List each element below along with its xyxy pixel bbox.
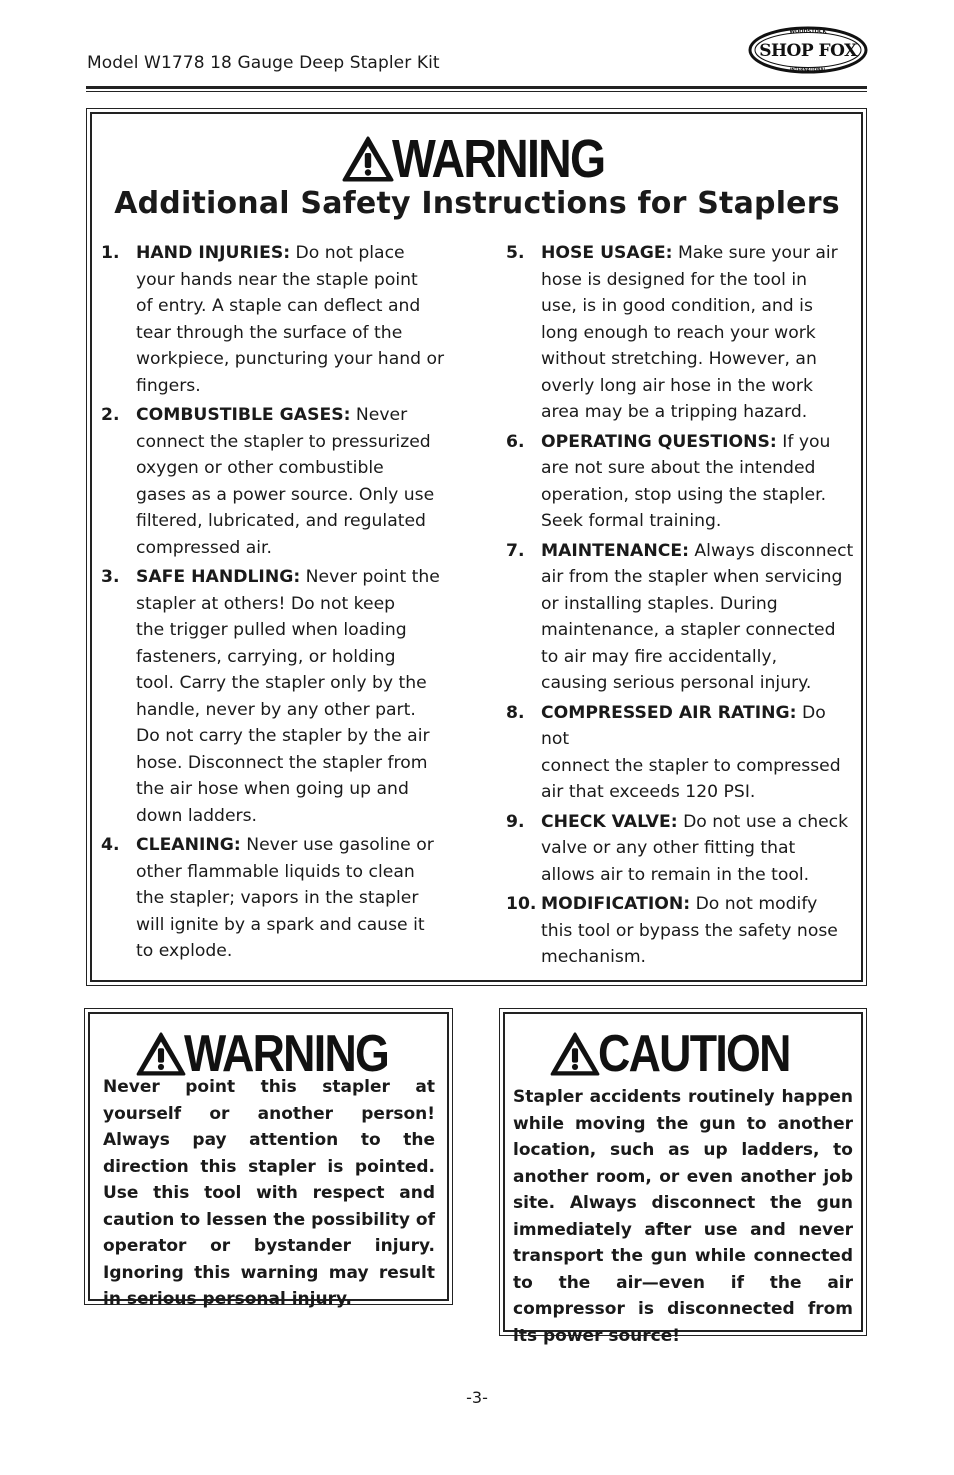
- instruction-line: [541, 944, 858, 971]
- instruction-line: [136, 267, 461, 294]
- page-number: -3-: [466, 1388, 488, 1407]
- caution-box-text: Stapler accidents routinely happen while moving the gun to another location, such as up ladders, to another room, or even another job site. Always disconnect the gun immediately after use and never transport the gun while connected to the air—even if the air compressor is disconnected from its power source!: [513, 1087, 853, 1346]
- instruction-item: [101, 240, 461, 399]
- instruction-line: [136, 373, 461, 400]
- instruction-text: of entry. A staple can deflect and: [136, 296, 421, 316]
- caution-box-heading: [550, 1024, 821, 1084]
- instruction-line: [136, 750, 461, 777]
- instruction-item: [506, 700, 858, 806]
- page-title: Additional Safety Instructions for Staplers: [114, 186, 840, 221]
- instruction-line: [136, 859, 461, 886]
- instruction-label: COMBUSTIBLE GASES:: [136, 405, 351, 425]
- instruction-number: 7.: [506, 540, 525, 561]
- svg-text:WOODSTOCK: WOODSTOCK: [789, 29, 827, 35]
- warning-box-word: WARNING: [184, 1025, 389, 1083]
- instruction-number: 1.: [101, 243, 120, 263]
- instruction-item: [101, 402, 461, 561]
- instruction-line: [541, 591, 858, 618]
- instruction-item: [506, 538, 858, 697]
- instruction-line: [541, 267, 858, 294]
- instruction-line: [541, 508, 858, 535]
- instruction-label: SAFE HANDLING:: [136, 567, 301, 587]
- instruction-item: [506, 429, 858, 535]
- instruction-line: [136, 508, 461, 535]
- instruction-line: [541, 564, 858, 591]
- instruction-line: [541, 346, 858, 373]
- instruction-text: allows air to remain in the tool.: [541, 864, 810, 885]
- instruction-line: [541, 835, 858, 862]
- instruction-text: Always disconnect: [694, 540, 854, 561]
- instruction-label: OPERATING QUESTIONS:: [541, 431, 777, 452]
- instruction-text: Do not modify: [695, 894, 818, 914]
- instruction-text: area may be a tripping hazard.: [541, 402, 808, 422]
- instruction-text: without stretching. However, an: [541, 349, 817, 369]
- instruction-line: [541, 700, 858, 753]
- warning-triangle-icon: [136, 1032, 186, 1076]
- instruction-number: 3.: [101, 567, 120, 587]
- instruction-label: HAND INJURIES:: [136, 243, 291, 263]
- instruction-text: air that exceeds 120 PSI.: [541, 782, 756, 802]
- instruction-text: stapler at others! Do not keep: [136, 593, 396, 614]
- instruction-text: filtered, lubricated, and regulated: [136, 511, 426, 531]
- instruction-text: will ignite by a spark and cause it: [136, 914, 425, 935]
- instruction-line: [136, 832, 461, 859]
- page-header-title: Model W1778 18 Gauge Deep Stapler Kit: [87, 53, 440, 73]
- instruction-number: 10.: [506, 894, 537, 914]
- instruction-text: handle, never by any other part.: [136, 699, 416, 720]
- instruction-text: gases as a power source. Only use: [136, 484, 435, 505]
- instruction-text: to air may fire accidentally,: [541, 646, 778, 667]
- instruction-line: [136, 402, 461, 429]
- svg-text:SHOP FOX: SHOP FOX: [759, 41, 857, 61]
- instruction-text: long enough to reach your work: [541, 322, 816, 343]
- instruction-text: Do not carry the stapler by the air: [136, 726, 430, 746]
- instruction-line: [541, 670, 858, 697]
- instruction-label: CHECK VALVE:: [541, 811, 678, 832]
- header-rule-thick: [86, 86, 867, 89]
- svg-text:INTERNATIONAL: INTERNATIONAL: [789, 67, 827, 72]
- instruction-line: [136, 938, 461, 965]
- instruction-text: operation, stop using the stapler.: [541, 484, 827, 505]
- instruction-text: Never point the: [305, 567, 440, 587]
- instruction-text: If you: [782, 431, 831, 452]
- instruction-line: [541, 429, 858, 456]
- instruction-line: [136, 912, 461, 939]
- instruction-text: hose is designed for the tool in: [541, 269, 808, 290]
- instruction-text: fingers.: [136, 375, 201, 396]
- instruction-item: [506, 891, 858, 971]
- main-warning-heading: [342, 128, 639, 190]
- instruction-label: COMPRESSED AIR RATING:: [541, 702, 797, 723]
- instruction-item: [506, 240, 858, 426]
- instruction-text: oxygen or other combustible: [136, 458, 384, 478]
- instruction-line: [541, 918, 858, 945]
- instruction-text: or installing staples. During: [541, 593, 778, 614]
- instruction-line: [541, 617, 858, 644]
- instruction-line: [136, 429, 461, 456]
- instruction-text: Do not use a check: [683, 811, 849, 832]
- instruction-text: tear through the surface of the: [136, 322, 403, 343]
- instruction-line: [541, 644, 858, 671]
- instruction-text: the stapler; vapors in the stapler: [136, 888, 419, 908]
- instruction-line: [541, 455, 858, 482]
- instruction-line: [541, 862, 858, 889]
- instruction-label: HOSE USAGE:: [541, 243, 673, 263]
- instruction-line: [541, 373, 858, 400]
- instruction-line: [136, 564, 461, 591]
- instruction-line: [541, 753, 858, 780]
- instruction-line: [136, 482, 461, 509]
- instruction-text: connect the stapler to compressed: [541, 755, 841, 776]
- instruction-text: Seek formal training.: [541, 511, 722, 531]
- instruction-line: [541, 320, 858, 347]
- instruction-line: [541, 240, 858, 267]
- main-warning-word: WARNING: [392, 129, 605, 189]
- instruction-text: other flammable liquids to clean: [136, 861, 415, 882]
- instruction-text: are not sure about the intended: [541, 458, 816, 478]
- instruction-line: [541, 538, 858, 565]
- instruction-text: this tool or bypass the safety nose: [541, 920, 838, 941]
- instruction-text: fasteners, carrying, or holding: [136, 646, 396, 667]
- instruction-text: Never use gasoline or: [246, 835, 434, 855]
- warning-box-text: Never point this stapler at yourself or another person! Always pay attention to the direction this stapler is pointed. Use this tool with respect and caution to lessen the possibility of operator or bystander injury. Ignoring this warning may result in serious personal injury.: [103, 1077, 435, 1309]
- instruction-text: to explode.: [136, 941, 233, 961]
- warning-triangle-icon: [550, 1032, 600, 1076]
- instruction-text: valve or any other fitting that: [541, 838, 796, 858]
- warning-triangle-icon: [342, 136, 394, 182]
- instruction-line: [136, 293, 461, 320]
- instruction-text: Make sure your air: [677, 243, 838, 263]
- instruction-line: [136, 697, 461, 724]
- instruction-line: [136, 535, 461, 562]
- instructions-left-column: [101, 240, 461, 968]
- instruction-number: 8.: [506, 702, 525, 723]
- instruction-text: hose. Disconnect the stapler from: [136, 752, 428, 773]
- instruction-item: [101, 564, 461, 829]
- instruction-label: CLEANING:: [136, 835, 241, 855]
- instruction-item: [506, 809, 858, 889]
- instruction-line: [136, 617, 461, 644]
- instruction-number: 6.: [506, 431, 525, 452]
- instruction-text: your hands near the staple point: [136, 269, 418, 290]
- instruction-text: use, is in good condition, and is: [541, 296, 813, 316]
- instruction-line: [136, 455, 461, 482]
- instruction-line: [136, 723, 461, 750]
- instruction-line: [541, 482, 858, 509]
- instruction-label: MODIFICATION:: [541, 894, 691, 914]
- instruction-line: [541, 399, 858, 426]
- instruction-line: [136, 644, 461, 671]
- instruction-text: causing serious personal injury.: [541, 673, 812, 693]
- instruction-text: air from the stapler when servicing: [541, 567, 843, 587]
- instruction-line: [541, 809, 858, 836]
- instruction-text: connect the stapler to pressurized: [136, 431, 431, 452]
- instruction-line: [136, 885, 461, 912]
- instruction-line: [136, 776, 461, 803]
- instruction-item: [101, 832, 461, 965]
- caution-box-word: CAUTION: [598, 1025, 790, 1083]
- instruction-text: Do not place: [295, 243, 405, 263]
- header-rule-thin: [86, 91, 867, 92]
- instruction-text: down ladders.: [136, 805, 258, 826]
- instruction-text: Do not: [541, 702, 826, 749]
- instruction-text: Never: [355, 405, 408, 425]
- instruction-line: [136, 803, 461, 830]
- instruction-text: tool. Carry the stapler only by the: [136, 673, 427, 693]
- instruction-text: the air hose when going up and: [136, 779, 409, 799]
- instruction-line: [136, 240, 461, 267]
- instruction-label: MAINTENANCE:: [541, 540, 689, 561]
- instruction-text: mechanism.: [541, 947, 647, 967]
- instruction-line: [541, 891, 858, 918]
- instruction-line: [541, 293, 858, 320]
- instruction-number: 4.: [101, 835, 120, 855]
- instructions-right-column: [506, 240, 858, 974]
- instruction-text: maintenance, a stapler connected: [541, 620, 836, 640]
- instruction-number: 9.: [506, 811, 525, 832]
- instruction-number: 2.: [101, 405, 120, 425]
- instruction-text: overly long air hose in the work: [541, 375, 813, 396]
- instruction-line: [541, 779, 858, 806]
- instruction-line: [136, 346, 461, 373]
- instruction-line: [136, 320, 461, 347]
- instruction-text: compressed air.: [136, 537, 272, 558]
- instruction-line: [136, 591, 461, 618]
- shop-fox-logo: [748, 24, 868, 76]
- instruction-line: [136, 670, 461, 697]
- instruction-text: the trigger pulled when loading: [136, 620, 407, 640]
- instruction-number: 5.: [506, 243, 525, 263]
- instruction-text: workpiece, puncturing your hand or: [136, 349, 445, 369]
